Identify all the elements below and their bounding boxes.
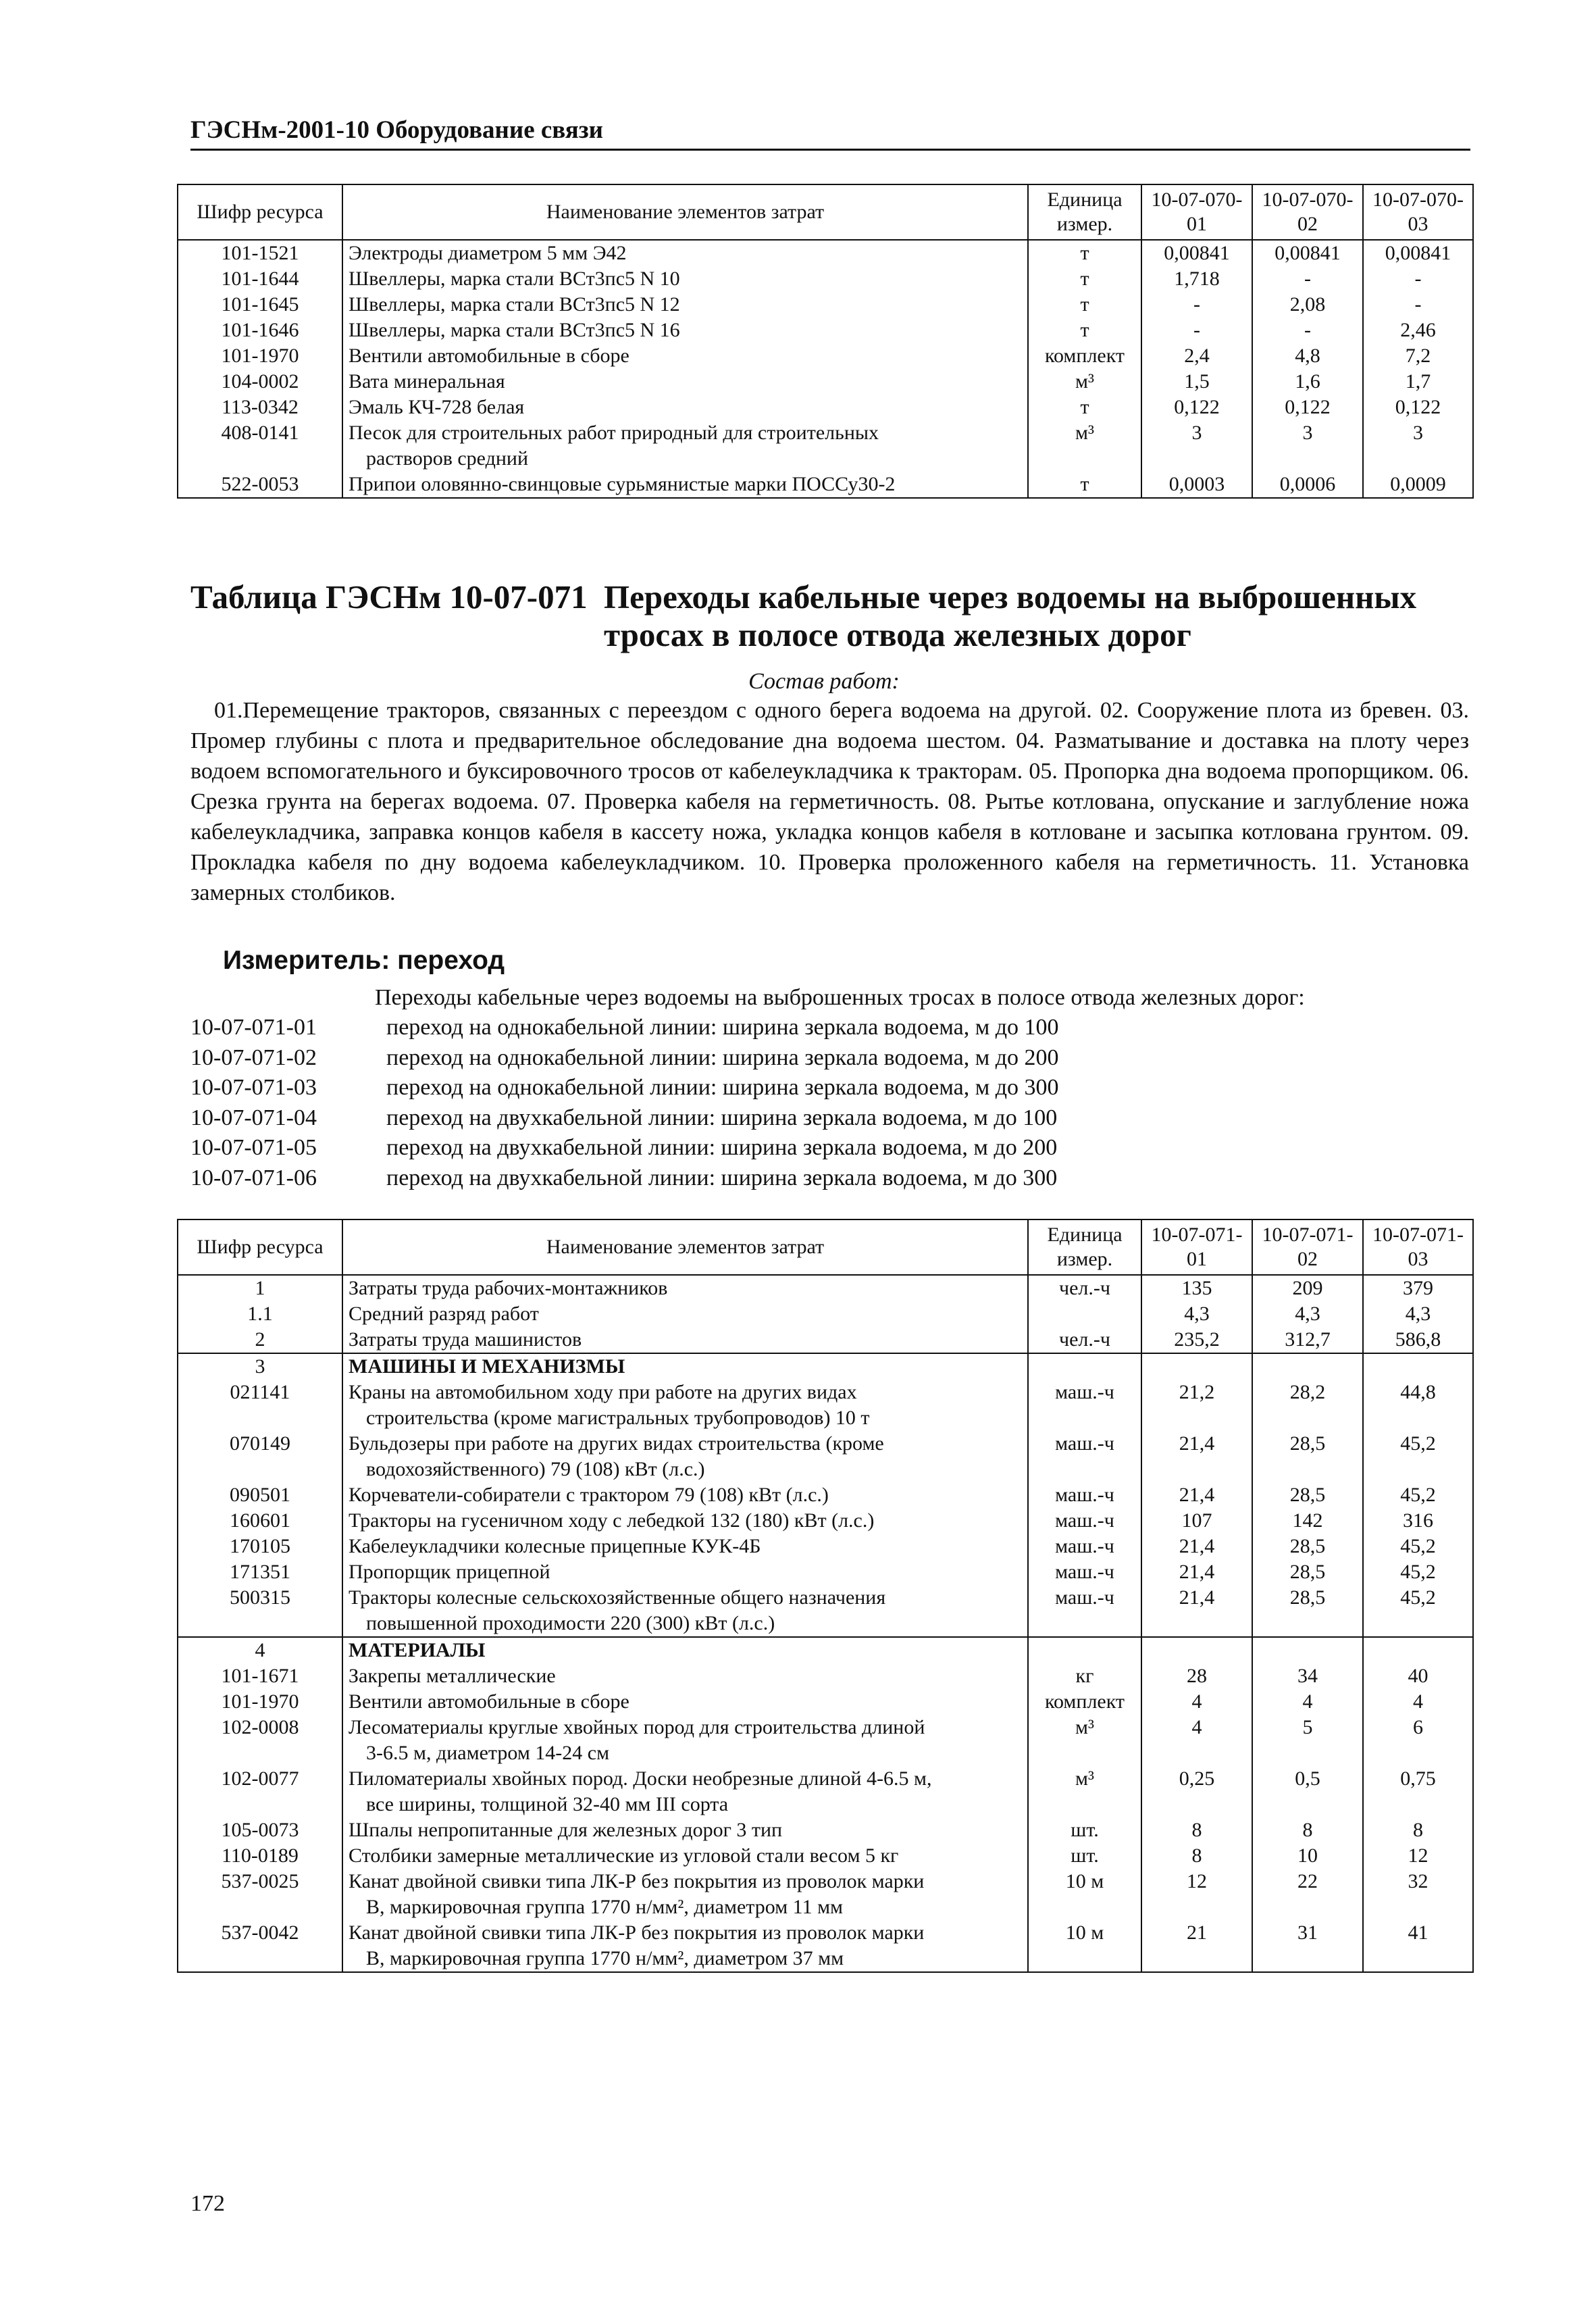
variant-item	[190, 1103, 1474, 1134]
cell-unit: шт.	[1028, 1843, 1141, 1869]
cell-code: 102-0008	[178, 1715, 342, 1766]
cell-variant-2: 0,0006	[1252, 472, 1363, 498]
cell-variant-2: 0,122	[1252, 395, 1363, 420]
page-number: 172	[190, 2191, 225, 2216]
cell-name	[342, 1380, 1028, 1431]
col-header-variant-1: 10-07-071-01	[1141, 1219, 1252, 1275]
cell-variant-1: 21,4	[1141, 1482, 1252, 1508]
cell-variant-3: 586,8	[1363, 1327, 1473, 1353]
cell-variant-1: 21,4	[1141, 1534, 1252, 1559]
cell-variant-2: 28,5	[1252, 1431, 1363, 1482]
variant-item	[190, 1133, 1474, 1163]
cell-variant-3: 8	[1363, 1817, 1473, 1843]
cell-unit: шт.	[1028, 1817, 1141, 1843]
table-row	[178, 1275, 1473, 1301]
cell-unit: м³	[1028, 420, 1141, 472]
cell-code: 522-0053	[178, 472, 342, 498]
cell-variant-1: 4	[1141, 1689, 1252, 1715]
cell-variant-1: 2,4	[1141, 343, 1252, 369]
cell-name	[342, 1920, 1028, 1972]
section-name-line-2: тросах в полосе отвода железных дорог	[604, 616, 1191, 653]
cell-code: 537-0042	[178, 1920, 342, 1972]
cell-name	[342, 1431, 1028, 1482]
table-body	[178, 240, 1473, 498]
variant-code: 10-07-071-03	[190, 1075, 317, 1100]
cell-variant-3: 40	[1363, 1663, 1473, 1689]
cell-variant-2: 22	[1252, 1869, 1363, 1920]
cell-unit: 10 м	[1028, 1920, 1141, 1972]
cell-variant-3: 7,2	[1363, 343, 1473, 369]
cell-code: 101-1671	[178, 1663, 342, 1689]
variant-code: 10-07-071-05	[190, 1135, 317, 1160]
col-header-variant-3: 10-07-071-03	[1363, 1219, 1473, 1275]
cell-name	[342, 420, 1028, 472]
col-header-variant-1: 10-07-070-01	[1141, 184, 1252, 240]
col-header-name: Наименование элементов затрат	[342, 184, 1028, 240]
cell-variant-2: 312,7	[1252, 1327, 1363, 1353]
cell-variant-2: 4	[1252, 1689, 1363, 1715]
cell-code: 101-1521	[178, 240, 342, 266]
composition-text: 01.Перемещение тракторов, связанных с переездом с одного берега водоема на другой. 02. Сооружение плота из бревен. 03. Промер глубины с плота и предварительное обследование дна водоема шестом. 04. Разматывание и доставка на плоту через водоем вспомогательного и буксировочного тросов от кабелеукладчика к тракторам. 05. Пропорка дна водоема пропорщиком. 06. Срезка грунта на берегах водоема. 07. Проверка кабеля на герметичность. 08. Рытье котлована, опускание и заглубление ножа кабелеукладчика, заправка концов кабеля в кассету ножа, укладка концов кабеля в котловане и засыпка котлована грунтом. 09. Прокладка кабеля по дну водоема кабелеукладчиком. 10. Проверка проложенного кабеля на герметичность. 11. Установка замерных столбиков.	[190, 698, 1469, 905]
table-row	[178, 1663, 1473, 1689]
cell-name-line-2: В, маркировочная группа 1770 н/мм², диаметром 37 мм	[366, 1947, 844, 1969]
cell-variant-1: 12	[1141, 1869, 1252, 1920]
cell-variant-3: 45,2	[1363, 1534, 1473, 1559]
cell-variant-2: 4,3	[1252, 1301, 1363, 1327]
cell-variant-2: 28,2	[1252, 1380, 1363, 1431]
cell-code: 1	[178, 1275, 342, 1301]
cell-variant-2: 4,8	[1252, 343, 1363, 369]
cell-variant-1: 1,718	[1141, 266, 1252, 292]
cell-code: 1.1	[178, 1301, 342, 1327]
cell-code: 160601	[178, 1508, 342, 1534]
cell-variant-3: 41	[1363, 1920, 1473, 1972]
col-header-unit: Единица измер.	[1028, 1219, 1141, 1275]
cell-variant-1: 0,00841	[1141, 240, 1252, 266]
cell-unit: маш.-ч	[1028, 1431, 1141, 1482]
cell-variant-1: 28	[1141, 1663, 1252, 1689]
cell-name: Корчеватели-собиратели с трактором 79 (108) кВт (л.с.)	[342, 1482, 1028, 1508]
cell-variant-2: 8	[1252, 1817, 1363, 1843]
col-header-variant-2: 10-07-071-02	[1252, 1219, 1363, 1275]
meter-label: Измеритель: переход	[223, 946, 505, 975]
cell-name: Вата минеральная	[342, 369, 1028, 395]
cell-variant-1: -	[1141, 318, 1252, 343]
cell-name-line-1: Бульдозеры при работе на других видах строительства (кроме	[349, 1432, 884, 1455]
cell-variant-1: 107	[1141, 1508, 1252, 1534]
cell-name	[342, 1715, 1028, 1766]
cell-variant-3: 2,46	[1363, 318, 1473, 343]
cell-name: Вентили автомобильные в сборе	[342, 343, 1028, 369]
cell-variant-2: 34	[1252, 1663, 1363, 1689]
cell-code: 021141	[178, 1380, 342, 1431]
table-row	[178, 1301, 1473, 1327]
col-header-variant-3: 10-07-070-03	[1363, 184, 1473, 240]
col-header-name: Наименование элементов затрат	[342, 1219, 1028, 1275]
table-row	[178, 1559, 1473, 1585]
variant-text: переход на однокабельной линии: ширина зеркала водоема, м до 200	[386, 1045, 1059, 1070]
table-row	[178, 292, 1473, 318]
cell-code: 500315	[178, 1585, 342, 1637]
cell-name: Затраты труда рабочих-монтажников	[342, 1275, 1028, 1301]
cell-code: 113-0342	[178, 395, 342, 420]
cell-variant-3: 45,2	[1363, 1431, 1473, 1482]
cell-variant-2: 209	[1252, 1275, 1363, 1301]
table-row	[178, 1715, 1473, 1766]
cell-name	[342, 1766, 1028, 1817]
cell-name: Затраты труда машинистов	[342, 1327, 1028, 1353]
cell-unit: комплект	[1028, 1689, 1141, 1715]
cell-unit: маш.-ч	[1028, 1508, 1141, 1534]
cell-variant-2: 31	[1252, 1920, 1363, 1972]
cell-variant-1: 0,25	[1141, 1766, 1252, 1817]
variant-item	[190, 1043, 1474, 1074]
table-row	[178, 1508, 1473, 1534]
cell-variant-3	[1363, 1353, 1473, 1380]
cell-name: Закрепы металлические	[342, 1663, 1028, 1689]
table-row	[178, 1637, 1473, 1663]
variant-item	[190, 1073, 1474, 1103]
variant-code: 10-07-071-06	[190, 1165, 317, 1190]
section-name-line-1: Переходы кабельные через водоемы на выброшенных	[604, 578, 1417, 615]
cell-name-line-1: Пиломатериалы хвойных пород. Доски необрезные длиной 4-6.5 м,	[349, 1767, 932, 1790]
cell-variant-3: 3	[1363, 420, 1473, 472]
col-header-variant-2: 10-07-070-02	[1252, 184, 1363, 240]
table-row	[178, 395, 1473, 420]
resource-table-070	[177, 184, 1474, 499]
cell-code: 110-0189	[178, 1843, 342, 1869]
cell-unit: т	[1028, 292, 1141, 318]
cell-code: 101-1970	[178, 1689, 342, 1715]
cell-code: 170105	[178, 1534, 342, 1559]
table-row	[178, 1482, 1473, 1508]
cell-name-line-2: повышенной проходимости 220 (300) кВт (л.с.)	[366, 1612, 775, 1634]
table-row	[178, 318, 1473, 343]
cell-unit: маш.-ч	[1028, 1534, 1141, 1559]
cell-name: Вентили автомобильные в сборе	[342, 1689, 1028, 1715]
cell-unit: маш.-ч	[1028, 1585, 1141, 1637]
table-row	[178, 1766, 1473, 1817]
cell-unit: т	[1028, 240, 1141, 266]
cell-name-line-2: строительства (кроме магистральных трубопроводов) 10 т	[366, 1407, 870, 1429]
cell-variant-1	[1141, 1637, 1252, 1663]
cell-unit: т	[1028, 266, 1141, 292]
cell-code: 101-1646	[178, 318, 342, 343]
cell-variant-3: 44,8	[1363, 1380, 1473, 1431]
table-row	[178, 1431, 1473, 1482]
cell-code: 104-0002	[178, 369, 342, 395]
cell-variant-3: 6	[1363, 1715, 1473, 1766]
cell-unit	[1028, 1301, 1141, 1327]
cell-variant-3: 1,7	[1363, 369, 1473, 395]
variants-list	[190, 1013, 1474, 1193]
cell-variant-3: 379	[1363, 1275, 1473, 1301]
cell-name-line-1: Песок для строительных работ природный для строительных	[349, 422, 879, 444]
cell-variant-2	[1252, 1637, 1363, 1663]
variant-item	[190, 1013, 1474, 1043]
cell-code: 3	[178, 1353, 342, 1380]
table-row	[178, 1689, 1473, 1715]
cell-variant-3: 45,2	[1363, 1559, 1473, 1585]
table-row	[178, 369, 1473, 395]
cell-variant-3: 316	[1363, 1508, 1473, 1534]
cell-name: МАШИНЫ И МЕХАНИЗМЫ	[342, 1353, 1028, 1380]
cell-variant-2: 28,5	[1252, 1585, 1363, 1637]
cell-unit: т	[1028, 472, 1141, 498]
cell-variant-1: 235,2	[1141, 1327, 1252, 1353]
cell-variant-1: 8	[1141, 1843, 1252, 1869]
table-header-row	[178, 184, 1473, 240]
table-row	[178, 1585, 1473, 1637]
variant-text: переход на однокабельной линии: ширина зеркала водоема, м до 300	[386, 1075, 1059, 1100]
page-header: ГЭСНм-2001-10 Оборудование связи	[190, 115, 1470, 151]
variant-text: переход на двухкабельной линии: ширина зеркала водоема, м до 100	[386, 1105, 1058, 1130]
cell-unit: т	[1028, 318, 1141, 343]
cell-name-line-1: Канат двойной свивки типа ЛК-Р без покрытия из проволок марки	[349, 1921, 925, 1944]
cell-variant-3: 0,122	[1363, 395, 1473, 420]
cell-name: Электроды диаметром 5 мм Э42	[342, 240, 1028, 266]
cell-unit: комплект	[1028, 343, 1141, 369]
cell-unit: чел.-ч	[1028, 1275, 1141, 1301]
cell-variant-2: 10	[1252, 1843, 1363, 1869]
table-row	[178, 1869, 1473, 1920]
cell-name-line-1: Лесоматериалы круглые хвойных пород для строительства длиной	[349, 1716, 925, 1738]
cell-variant-1: 0,122	[1141, 395, 1252, 420]
col-header-unit: Единица измер.	[1028, 184, 1141, 240]
table-row	[178, 1843, 1473, 1869]
cell-name: Тракторы на гусеничном ходу с лебедкой 132 (180) кВт (л.с.)	[342, 1508, 1028, 1534]
cell-name: Припои оловянно-свинцовые сурьмянистые марки ПОССу30-2	[342, 472, 1028, 498]
table-row	[178, 343, 1473, 369]
cell-variant-2: 5	[1252, 1715, 1363, 1766]
cell-variant-2: 3	[1252, 420, 1363, 472]
resource-table-071	[177, 1219, 1474, 1973]
cell-variant-2: 28,5	[1252, 1482, 1363, 1508]
variant-code: 10-07-071-01	[190, 1015, 317, 1040]
section-code: Таблица ГЭСНм 10-07-071	[190, 578, 588, 615]
cell-name: Швеллеры, марка стали ВСт3пс5 N 16	[342, 318, 1028, 343]
table-row	[178, 1327, 1473, 1353]
table-row	[178, 1817, 1473, 1843]
cell-name	[342, 1869, 1028, 1920]
cell-name: Эмаль КЧ-728 белая	[342, 395, 1028, 420]
cell-unit: м³	[1028, 369, 1141, 395]
cell-variant-1	[1141, 1353, 1252, 1380]
cell-code: 070149	[178, 1431, 342, 1482]
cell-unit: м³	[1028, 1766, 1141, 1817]
cell-unit: чел.-ч	[1028, 1327, 1141, 1353]
col-header-code: Шифр ресурса	[178, 184, 342, 240]
cell-unit: кг	[1028, 1663, 1141, 1689]
cell-code: 408-0141	[178, 420, 342, 472]
cell-variant-2: 0,5	[1252, 1766, 1363, 1817]
table-row	[178, 240, 1473, 266]
table-row	[178, 1353, 1473, 1380]
cell-name: Средний разряд работ	[342, 1301, 1028, 1327]
cell-variant-3: 4,3	[1363, 1301, 1473, 1327]
variant-text: переход на однокабельной линии: ширина зеркала водоема, м до 100	[386, 1015, 1059, 1040]
cell-name: Пропорщик прицепной	[342, 1559, 1028, 1585]
cell-variant-1: 21,4	[1141, 1431, 1252, 1482]
cell-variant-2: 1,6	[1252, 369, 1363, 395]
cell-variant-3: -	[1363, 266, 1473, 292]
table-row	[178, 1380, 1473, 1431]
cell-variant-2: 142	[1252, 1508, 1363, 1534]
cell-variant-1: 21,4	[1141, 1585, 1252, 1637]
section-name	[604, 578, 1468, 654]
cell-name: МАТЕРИАЛЫ	[342, 1637, 1028, 1663]
cell-code: 101-1645	[178, 292, 342, 318]
cell-code: 537-0025	[178, 1869, 342, 1920]
cell-code: 102-0077	[178, 1766, 342, 1817]
cell-variant-1: 4	[1141, 1715, 1252, 1766]
cell-unit: м³	[1028, 1715, 1141, 1766]
cell-code: 101-1970	[178, 343, 342, 369]
cell-name-line-1: Краны на автомобильном ходу при работе на других видах	[349, 1381, 857, 1403]
cell-name-line-2: все ширины, толщиной 32-40 мм III сорта	[366, 1793, 729, 1815]
cell-variant-2: 2,08	[1252, 292, 1363, 318]
cell-variant-3: 12	[1363, 1843, 1473, 1869]
cell-variant-1: 3	[1141, 420, 1252, 472]
table-body	[178, 1275, 1473, 1972]
cell-unit: маш.-ч	[1028, 1482, 1141, 1508]
cell-name-line-2: водохозяйственного) 79 (108) кВт (л.с.)	[366, 1458, 705, 1480]
cell-name	[342, 1585, 1028, 1637]
cell-name: Кабелеукладчики колесные прицепные КУК-4Б	[342, 1534, 1028, 1559]
cell-variant-2: -	[1252, 318, 1363, 343]
table-row	[178, 1534, 1473, 1559]
cell-variant-1: 21,4	[1141, 1559, 1252, 1585]
table-row	[178, 472, 1473, 498]
cell-code: 2	[178, 1327, 342, 1353]
cell-variant-1: 21,2	[1141, 1380, 1252, 1431]
cell-unit: маш.-ч	[1028, 1380, 1141, 1431]
cell-variant-3: 0,00841	[1363, 240, 1473, 266]
cell-name: Столбики замерные металлические из угловой стали весом 5 кг	[342, 1843, 1028, 1869]
cell-name-line-1: Канат двойной свивки типа ЛК-Р без покрытия из проволок марки	[349, 1870, 925, 1892]
cell-code: 090501	[178, 1482, 342, 1508]
cell-unit	[1028, 1353, 1141, 1380]
variant-text: переход на двухкабельной линии: ширина зеркала водоема, м до 300	[386, 1165, 1058, 1190]
cell-variant-2: -	[1252, 266, 1363, 292]
cell-unit	[1028, 1637, 1141, 1663]
cell-unit: т	[1028, 395, 1141, 420]
cell-name-line-1: Тракторы колесные сельскохозяйственные общего назначения	[349, 1586, 886, 1609]
cell-name-line-2: 3-6.5 м, диаметром 14-24 см	[366, 1742, 610, 1764]
cell-unit: маш.-ч	[1028, 1559, 1141, 1585]
table-header-row	[178, 1219, 1473, 1275]
cell-variant-2: 0,00841	[1252, 240, 1363, 266]
cell-variant-1: -	[1141, 292, 1252, 318]
variant-text: переход на двухкабельной линии: ширина зеркала водоема, м до 200	[386, 1135, 1058, 1160]
cell-code: 171351	[178, 1559, 342, 1585]
col-header-code: Шифр ресурса	[178, 1219, 342, 1275]
cell-variant-1: 21	[1141, 1920, 1252, 1972]
table-row	[178, 420, 1473, 472]
cell-code: 105-0073	[178, 1817, 342, 1843]
cell-name: Швеллеры, марка стали ВСт3пс5 N 10	[342, 266, 1028, 292]
table-row	[178, 1920, 1473, 1972]
cell-code: 101-1644	[178, 266, 342, 292]
cell-variant-2: 28,5	[1252, 1559, 1363, 1585]
cell-variant-3: -	[1363, 292, 1473, 318]
table-row	[178, 266, 1473, 292]
cell-code: 4	[178, 1637, 342, 1663]
cell-variant-2	[1252, 1353, 1363, 1380]
cell-variant-3: 45,2	[1363, 1482, 1473, 1508]
variant-code: 10-07-071-04	[190, 1105, 317, 1130]
variant-code: 10-07-071-02	[190, 1045, 317, 1070]
cell-name: Шпалы непропитанные для железных дорог 3 тип	[342, 1817, 1028, 1843]
cell-variant-1: 8	[1141, 1817, 1252, 1843]
variants-intro: Переходы кабельные через водоемы на выброшенных тросах в полосе отвода железных дорог:	[375, 985, 1305, 1010]
cell-variant-1: 4,3	[1141, 1301, 1252, 1327]
cell-variant-3: 4	[1363, 1689, 1473, 1715]
cell-variant-1: 1,5	[1141, 369, 1252, 395]
cell-variant-3	[1363, 1637, 1473, 1663]
cell-variant-3: 0,0009	[1363, 472, 1473, 498]
cell-unit: 10 м	[1028, 1869, 1141, 1920]
cell-variant-1: 0,0003	[1141, 472, 1252, 498]
cell-name: Швеллеры, марка стали ВСт3пс5 N 12	[342, 292, 1028, 318]
composition-heading: Состав работ:	[748, 669, 900, 694]
cell-variant-3: 32	[1363, 1869, 1473, 1920]
cell-variant-3: 0,75	[1363, 1766, 1473, 1817]
cell-variant-3: 45,2	[1363, 1585, 1473, 1637]
cell-variant-1: 135	[1141, 1275, 1252, 1301]
cell-name-line-2: В, маркировочная группа 1770 н/мм², диаметром 11 мм	[366, 1896, 844, 1918]
cell-name-line-2: растворов средний	[366, 447, 529, 470]
variant-item	[190, 1163, 1474, 1194]
cell-variant-2: 28,5	[1252, 1534, 1363, 1559]
